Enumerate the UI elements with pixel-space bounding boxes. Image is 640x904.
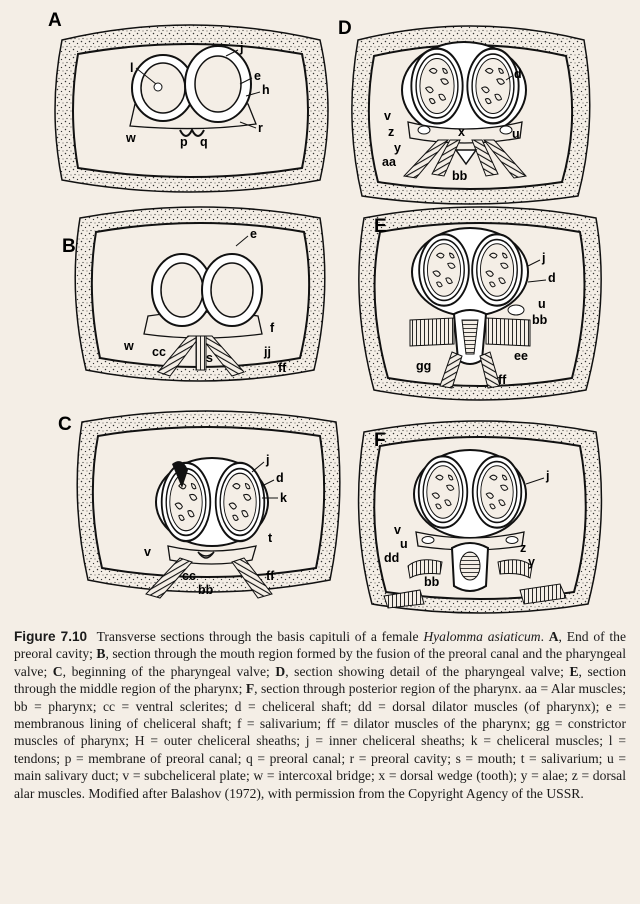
caption-legend: aa = Alar muscles; bb = pharynx; cc = ventral sclerites; d = cheliceral shaft; dd = dorsal dilator muscles (of pharynx); e = membranous lining of cheliceral shaft; f = salivarium; ff = dilator muscles of the pharynx; gg = constrictor muscles of pharynx; H = outer cheliceral sheaths; j = inner cheliceral sheaths; k = cheliceral muscles; l = tendons; p = membrane of preoral canal; q = preoral canal; r = preoral cavity; s = mouth; t = salivarium; u = main salivary duct; v = subcheliceral plate; w = intercoxal bridge; x = dorsal wedge (tooth); y = alae; z = dorsal alar muscles. bbox=[14, 681, 627, 801]
svg-text:d: d bbox=[276, 471, 284, 485]
svg-text:y: y bbox=[528, 555, 535, 569]
caption-desc-b: section through the mouth region formed by the fusion of the preoral canal and the pharyngeal valve; bbox=[14, 646, 626, 679]
svg-text:j: j bbox=[240, 41, 244, 55]
svg-text:gg: gg bbox=[416, 359, 432, 373]
svg-text:s: s bbox=[206, 351, 213, 365]
figure-label: Figure 7.10 bbox=[14, 629, 88, 644]
caption-letter-e: E bbox=[569, 663, 579, 679]
svg-text:v: v bbox=[144, 545, 151, 559]
svg-text:aa: aa bbox=[382, 155, 396, 169]
caption-desc-e: section through the middle region of the pharynx; bbox=[14, 663, 627, 697]
svg-text:j: j bbox=[542, 251, 546, 265]
svg-text:e: e bbox=[254, 69, 261, 83]
svg-text:p: p bbox=[180, 135, 188, 149]
svg-text:v: v bbox=[384, 109, 391, 123]
svg-text:jj: jj bbox=[264, 345, 271, 359]
caption-desc-c: beginning of the pharyngeal valve; bbox=[71, 663, 270, 679]
svg-text:w: w bbox=[126, 131, 136, 145]
svg-text:v: v bbox=[394, 523, 401, 537]
svg-text:q: q bbox=[200, 135, 208, 149]
svg-text:ff: ff bbox=[266, 569, 275, 583]
panel-letter-e: E bbox=[374, 216, 387, 237]
svg-text:d: d bbox=[514, 67, 522, 81]
figure-caption: Figure 7.10 Transverse sections through the basis capituli of a female Hyalomma asiaticum. A, End of the preoral cavity; B, section through the mouth region formed by the fusion of the preoral canal and the pharyngeal valve; C, beginning of the pharyngeal valve; D, section showing detail of the pharyngeal valve; E, section through the middle region of the pharynx; F, section through posterior region of the pharynx. aa = Alar muscles; bb = pharynx; cc = ventral sclerites; d = cheliceral shaft; dd = dorsal dilator muscles (of pharynx); e = membranous lining of cheliceral shaft; f = salivarium; ff = dilator muscles of the pharynx; gg = constrictor muscles of pharynx; H = outer cheliceral sheaths; j = inner cheliceral sheaths; k = cheliceral muscles; l = tendons; p = membrane of preoral canal; q = preoral canal; r = preoral cavity; s = mouth; t = salivarium; u = main salivary duct; v = subcheliceral plate; w = intercoxal bridge; x = dorsal wedge (tooth); y = alae; z = dorsal alar muscles. Modified after Balashov (1972), with permission from the Copyright Agency of the USSR. bbox=[14, 629, 627, 801]
panel-letter-c: C bbox=[58, 414, 72, 435]
svg-text:j: j bbox=[266, 453, 270, 467]
panel-letter-d: D bbox=[338, 18, 352, 39]
svg-text:l: l bbox=[130, 61, 134, 75]
caption-desc-f: section through posterior region of the pharynx. bbox=[261, 681, 522, 697]
panel-letter-b: B bbox=[62, 236, 76, 257]
svg-text:bb: bb bbox=[452, 169, 468, 183]
svg-text:ff: ff bbox=[278, 361, 287, 375]
panel-a bbox=[48, 10, 328, 192]
svg-text:h: h bbox=[262, 83, 270, 97]
caption-letter-b: B bbox=[96, 646, 106, 662]
svg-text:ff: ff bbox=[498, 373, 507, 387]
svg-text:u: u bbox=[400, 537, 408, 551]
svg-text:cc: cc bbox=[152, 345, 166, 359]
svg-text:w: w bbox=[124, 339, 134, 353]
svg-text:t: t bbox=[268, 531, 273, 545]
caption-intro: Transverse sections through the basis capituli of a female bbox=[96, 629, 419, 644]
svg-text:j: j bbox=[546, 469, 550, 483]
svg-text:bb: bb bbox=[198, 583, 214, 597]
svg-text:y: y bbox=[394, 141, 401, 155]
svg-text:f: f bbox=[270, 321, 275, 335]
svg-text:u: u bbox=[512, 127, 520, 141]
svg-text:e: e bbox=[250, 227, 257, 241]
svg-text:r: r bbox=[258, 121, 263, 135]
panel-b bbox=[62, 207, 325, 381]
svg-text:u: u bbox=[538, 297, 546, 311]
panel-letter-a: A bbox=[48, 10, 62, 31]
panel-c bbox=[58, 411, 340, 598]
svg-text:bb: bb bbox=[532, 313, 548, 327]
panel-letter-f: F bbox=[374, 430, 386, 451]
caption-desc-d: section showing detail of the pharyngeal valve; bbox=[294, 663, 564, 679]
caption-desc-a: End of the preoral cavity; bbox=[14, 629, 626, 662]
svg-text:dd: dd bbox=[384, 551, 400, 565]
caption-letter-d: D bbox=[275, 663, 286, 679]
svg-text:cc: cc bbox=[182, 569, 196, 583]
svg-text:x: x bbox=[458, 125, 465, 139]
panel-e bbox=[359, 207, 601, 400]
svg-text:z: z bbox=[520, 541, 527, 555]
panel-d bbox=[338, 18, 590, 204]
caption-letter-f: F bbox=[245, 681, 255, 697]
svg-text:ee: ee bbox=[514, 349, 528, 363]
panel-f bbox=[359, 421, 602, 613]
species-name: Hyalomma asiaticum bbox=[423, 629, 541, 644]
caption-letter-c: C bbox=[52, 663, 63, 679]
svg-text:z: z bbox=[388, 125, 395, 139]
caption-credit: Modified after Balashov (1972), with permission from the Copyright Agency of the USSR. bbox=[88, 785, 584, 801]
svg-text:bb: bb bbox=[424, 575, 440, 589]
caption-letter-a: A bbox=[548, 629, 559, 644]
svg-text:k: k bbox=[280, 491, 287, 505]
svg-text:d: d bbox=[548, 271, 556, 285]
